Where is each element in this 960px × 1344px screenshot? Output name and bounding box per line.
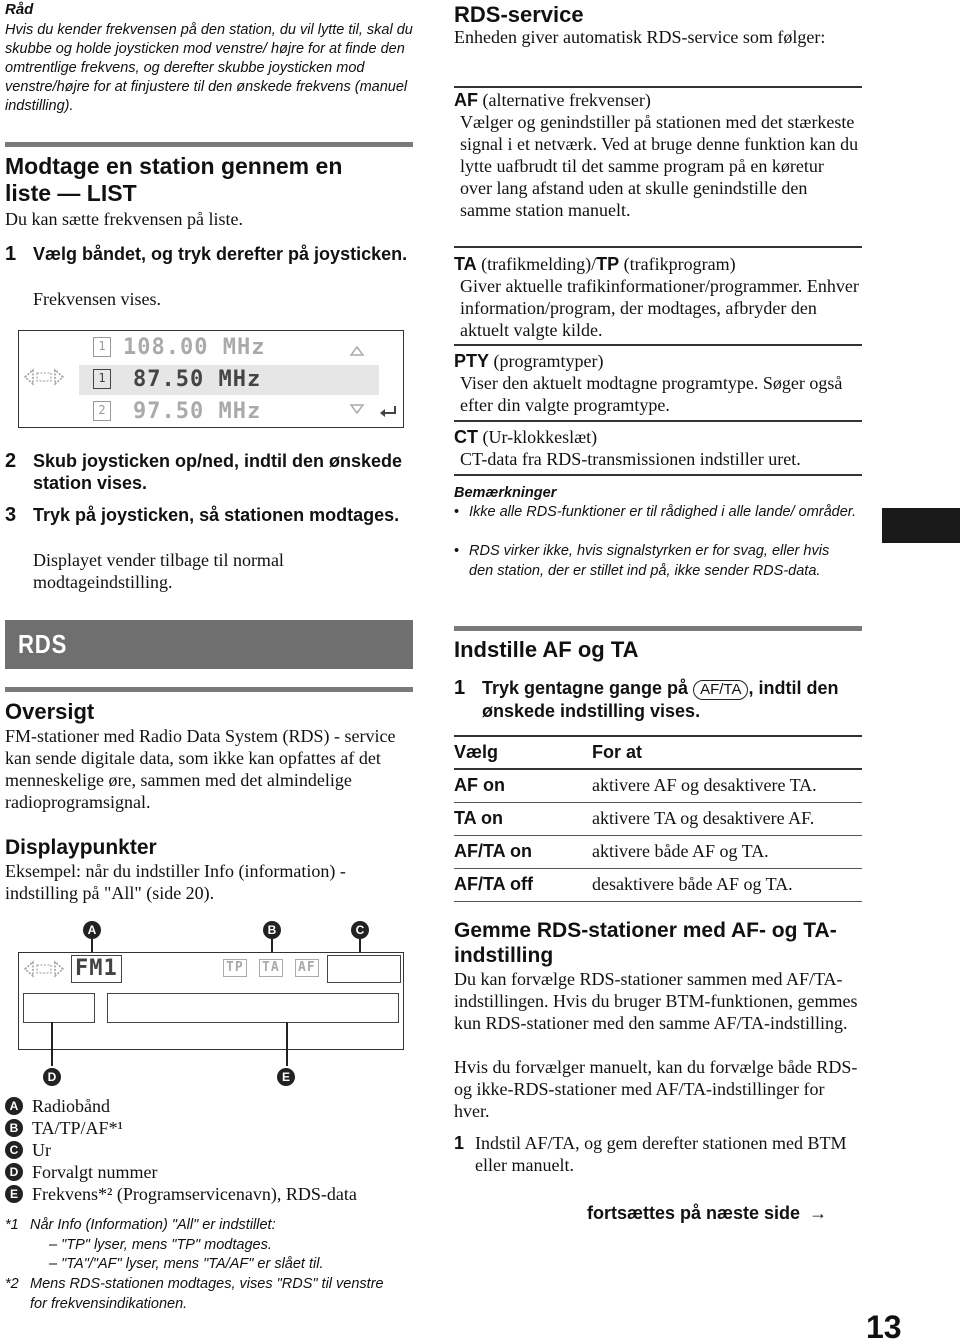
section-bar bbox=[454, 626, 862, 631]
legend-text: Forvalgt nummer bbox=[32, 1162, 158, 1182]
step-text: , indtil den ønskede indstilling vises. bbox=[482, 678, 839, 721]
marker-d: D bbox=[43, 1068, 61, 1086]
legend-marker: D bbox=[5, 1163, 23, 1181]
term-label: AF bbox=[454, 90, 478, 110]
step-1-sub: Frekvensen vises. bbox=[33, 289, 161, 309]
legend-text: Ur bbox=[32, 1140, 51, 1160]
term-label-rest: (Ur-klokkeslæt) bbox=[478, 427, 598, 447]
table-header-cell: Vælg bbox=[454, 736, 592, 769]
preset-box bbox=[23, 993, 95, 1023]
af-ta-step bbox=[454, 677, 862, 722]
marker-a: A bbox=[83, 921, 101, 939]
step-number: 3 bbox=[5, 504, 17, 526]
notes-heading: Bemærkninger bbox=[454, 485, 557, 501]
table-header bbox=[454, 736, 862, 769]
rds-banner-title: RDS bbox=[18, 629, 68, 659]
divider bbox=[454, 344, 862, 346]
af-indicator: AF bbox=[295, 959, 319, 977]
table-cell: AF/TA off bbox=[454, 868, 592, 901]
legend-item bbox=[5, 1139, 413, 1161]
footnote-2-text: Mens RDS-stationen modtages, vises "RDS" til venstre for frekvensindikationen. bbox=[30, 1276, 384, 1312]
list-heading: Modtage en station gennem en liste — LIST bbox=[5, 153, 343, 206]
legend-text: TA/TP/AF*¹ bbox=[32, 1118, 123, 1138]
step-1 bbox=[5, 243, 413, 265]
divider bbox=[454, 420, 862, 422]
term-label: TA bbox=[454, 254, 477, 274]
tp-indicator: TP bbox=[223, 959, 247, 977]
leader-line bbox=[51, 1022, 53, 1066]
preset-icon: 1 bbox=[93, 369, 111, 389]
arrow-right-icon: → bbox=[809, 1203, 828, 1223]
legend-marker: A bbox=[5, 1097, 23, 1115]
list-intro: Du kan sætte frekvensen på liste. bbox=[5, 209, 243, 229]
store-text-2: Hvis du forvælger manuelt, kan du forvælge både RDS- og ikke-RDS-stationer med AF/TA-indstillinger for hver. bbox=[454, 1057, 858, 1121]
table-cell: desaktivere både AF og TA. bbox=[592, 868, 862, 901]
leader-line bbox=[286, 1022, 288, 1066]
step-text: Skub joysticken op/ned, indtil den ønskede station vises. bbox=[33, 451, 403, 493]
display-text: Eksempel: når du indstiller Info (information) - indstilling på "All" (side 20). bbox=[5, 861, 346, 903]
step-text: Vælg båndet, og tryk derefter på joysticken. bbox=[33, 244, 408, 264]
table-header-cell: For at bbox=[592, 736, 862, 769]
term-label-rest: (trafikprogram) bbox=[619, 254, 736, 274]
band-indicator: FM1 bbox=[71, 955, 122, 983]
footnote-2-mark: *2 bbox=[5, 1276, 19, 1292]
step-number: 1 bbox=[454, 1133, 465, 1153]
store-text: Du kan forvælge RDS-stationer sammen med AF/TA-indstillingen. Hvis du bruger BTM-funktionen, gemmes kun RDS-stationer med den samme AF/TA-indstilling. bbox=[454, 969, 858, 1033]
step-number: 1 bbox=[454, 677, 466, 699]
ta-indicator: TA bbox=[259, 959, 283, 977]
table-row bbox=[454, 835, 862, 868]
pty-description: Viser den aktuelt modtagne programtype. Søger også efter din valgte programtype. bbox=[460, 373, 843, 415]
section-bar bbox=[5, 142, 413, 147]
term-label: CT bbox=[454, 427, 478, 447]
display-heading: Displaypunkter bbox=[5, 836, 157, 859]
divider bbox=[454, 86, 862, 88]
rds-banner bbox=[5, 620, 413, 669]
left-right-arrows-icon bbox=[23, 959, 65, 979]
clock-box bbox=[327, 955, 401, 983]
marker-c: C bbox=[351, 921, 369, 939]
legend-item bbox=[5, 1183, 417, 1205]
rds-service-heading: RDS-service bbox=[454, 2, 584, 27]
continued-note bbox=[587, 1202, 827, 1224]
left-right-arrows-icon bbox=[23, 367, 65, 387]
af-ta-button[interactable]: AF/TA bbox=[693, 680, 748, 700]
footnote-1-text: Når Info (Information) "All" er indstillet: bbox=[30, 1217, 276, 1233]
up-down-arrows-icon bbox=[349, 345, 365, 415]
table-cell: AF/TA on bbox=[454, 835, 592, 868]
step-number: 2 bbox=[5, 450, 17, 472]
footnote-1-line: – "TP" lyser, mens "TP" modtages. bbox=[49, 1237, 272, 1253]
store-heading: Gemme RDS-stationer med AF- og TA-indstilling bbox=[454, 919, 837, 967]
legend-text: Frekvens*² (Programservicenavn), RDS-data bbox=[32, 1184, 357, 1204]
page-number: 13 bbox=[866, 1309, 902, 1344]
footnote-1-mark: *1 bbox=[5, 1217, 19, 1233]
table-row bbox=[454, 769, 862, 802]
legend-item bbox=[5, 1161, 413, 1183]
step-text: Tryk gentagne gange på bbox=[482, 678, 694, 698]
table-cell: aktivere AF og desaktivere TA. bbox=[592, 769, 862, 802]
rds-lcd-display bbox=[18, 952, 404, 1050]
ct-term bbox=[454, 426, 862, 448]
overview-text: FM-stationer med Radio Data System (RDS) - service kan sende digitale data, som ikke kan opfattes af det menneskelige øre, sammen med det almindelige radioprogramsignal. bbox=[5, 726, 396, 812]
legend-marker: B bbox=[5, 1119, 23, 1137]
step-number: 1 bbox=[5, 243, 17, 265]
overview-heading: Oversigt bbox=[5, 699, 95, 724]
legend-item bbox=[5, 1117, 413, 1139]
preset-icon: 1 bbox=[93, 337, 111, 357]
af-ta-heading: Indstille AF og TA bbox=[454, 637, 639, 662]
marker-e: E bbox=[277, 1068, 295, 1086]
tip-text: Hvis du kender frekvensen på den station, du vil lytte til, skal du skubbe og holde joysticken mod venstre/ højre for at finde den omtrentlige frekvens, og derefter skubbe joysticken mod venstre/højre for at finjustere til den ønskede frekvens (manuel indstilling). bbox=[5, 22, 413, 114]
enter-icon bbox=[379, 405, 397, 419]
step-text: Indstil AF/TA, og gem derefter stationen med BTM eller manuelt. bbox=[475, 1133, 847, 1175]
af-description: Vælger og genindstiller på stationen med det stærkeste signal i et netværk. Ved at bruge denne funktion kan du lytte uafbrudt til det samme program på en køretur over lang afstand uden at skulle genindstille den samme station manuelt. bbox=[460, 112, 859, 220]
list-lcd-display bbox=[18, 330, 404, 428]
pty-term bbox=[454, 350, 862, 372]
continued-text: fortsættes på næste side bbox=[587, 1203, 801, 1223]
marker-b: B bbox=[263, 921, 281, 939]
section-bar bbox=[5, 687, 413, 692]
lcd-frequency: 108.00 MHz bbox=[123, 335, 266, 360]
table-cell: AF on bbox=[454, 769, 592, 802]
display-diagram bbox=[5, 918, 413, 1088]
table-cell: TA on bbox=[454, 802, 592, 835]
lcd-frequency: 87.50 MHz bbox=[133, 367, 262, 392]
divider bbox=[454, 474, 862, 476]
term-label-rest: (programtyper) bbox=[489, 351, 604, 371]
frequency-box bbox=[107, 993, 399, 1023]
ta-tp-term bbox=[454, 253, 862, 275]
step-text: Tryk på joysticken, så stationen modtages. bbox=[33, 505, 400, 525]
legend-marker: C bbox=[5, 1141, 23, 1159]
legend-item bbox=[5, 1095, 413, 1117]
term-label-rest: (trafikmelding)/ bbox=[476, 254, 597, 274]
preset-icon: 2 bbox=[93, 401, 111, 421]
af-term bbox=[454, 89, 862, 111]
step-3 bbox=[5, 504, 413, 526]
term-label: TP bbox=[596, 254, 620, 274]
step-3-sub: Displayet vender tilbage til normal modtageindstilling. bbox=[33, 550, 284, 592]
note-item: • RDS virker ikke, hvis signalstyrken er for svag, eller hvis den station, der er stillet ind på, ikke sender RDS-data. bbox=[454, 542, 854, 581]
step-2 bbox=[5, 450, 413, 494]
legend-text: Radiobånd bbox=[32, 1096, 110, 1116]
side-tab bbox=[882, 508, 960, 543]
term-label: PTY bbox=[454, 351, 490, 371]
tip-heading: Råd bbox=[5, 1, 34, 18]
store-step bbox=[454, 1132, 862, 1176]
footnote-1-line: – "TA"/"AF" lyser, mens "TA/AF" er slået til. bbox=[49, 1256, 324, 1272]
rds-service-intro: Enheden giver automatisk RDS-service som følger: bbox=[454, 27, 826, 47]
note-item: • Ikke alle RDS-funktioner er til rådighed i alle lande/ områder. bbox=[454, 503, 862, 523]
table-row bbox=[454, 868, 862, 901]
table-cell: aktivere TA og desaktivere AF. bbox=[592, 802, 862, 835]
legend-marker: E bbox=[5, 1185, 23, 1203]
table-cell: aktivere både AF og TA. bbox=[592, 835, 862, 868]
ct-description: CT-data fra RDS-transmissionen indstiller uret. bbox=[460, 449, 801, 469]
ta-tp-description: Giver aktuelle trafikinformationer/programmer. Enhver information/program, der modtages, afbryder den aktuelt valgte kilde. bbox=[460, 276, 859, 340]
divider bbox=[454, 246, 862, 248]
table-row bbox=[454, 802, 862, 835]
af-ta-table bbox=[454, 735, 862, 902]
lcd-frequency: 97.50 MHz bbox=[133, 399, 262, 424]
term-label-rest: (alternative frekvenser) bbox=[478, 90, 651, 110]
